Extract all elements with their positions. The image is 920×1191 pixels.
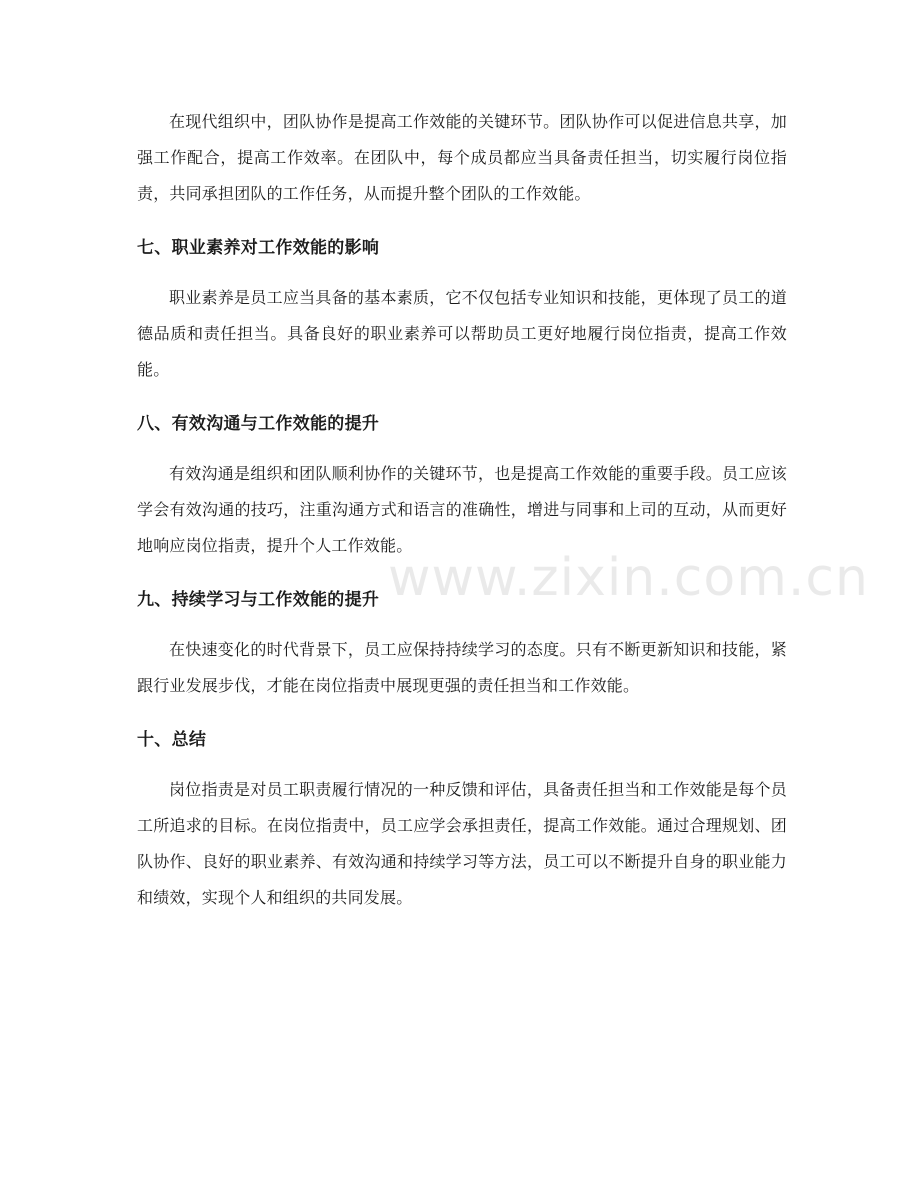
heading-section-8: 八、有效沟通与工作效能的提升 [137,414,380,434]
watermark-text: www.zixin.com.cn [388,548,869,608]
heading-section-9: 九、持续学习与工作效能的提升 [137,590,380,610]
document-body [137,104,787,916]
paragraph-team-collaboration: 在现代组织中，团队协作是提高工作效能的关键环节。团队协作可以促进信息共享，加强工作配合，提高工作效率。在团队中，每个成员都应当具备责任担当，切实履行岗位指责，共同承担团队的工作任务，从而提升整个团队的工作效能。 [137,112,787,203]
paragraph-section-9: 在快速变化的时代背景下，员工应保持持续学习的态度。只有不断更新知识和技能，紧跟行业发展步伐，才能在岗位指责中展现更强的责任担当和工作效能。 [137,640,787,695]
paragraph-section-10: 岗位指责是对员工职责履行情况的一种反馈和评估，具备责任担当和工作效能是每个员工所追求的目标。在岗位指责中，员工应学会承担责任，提高工作效能。通过合理规划、团队协作、良好的职业素养、有效沟通和持续学习等方法，员工可以不断提升自身的职业能力和绩效，实现个人和组织的共同发展。 [137,780,787,907]
paragraph-section-8: 有效沟通是组织和团队顺利协作的关键环节，也是提高工作效能的重要手段。员工应该学会有效沟通的技巧，注重沟通方式和语言的准确性，增进与同事和上司的互动，从而更好地响应岗位指责，提升个人工作效能。 [137,464,787,555]
heading-section-10: 十、总结 [137,730,207,750]
heading-section-7: 七、职业素养对工作效能的影响 [137,238,380,258]
paragraph-section-7: 职业素养是员工应当具备的基本素质，它不仅包括专业知识和技能，更体现了员工的道德品质和责任担当。具备良好的职业素养可以帮助员工更好地履行岗位指责，提高工作效能。 [137,288,787,379]
